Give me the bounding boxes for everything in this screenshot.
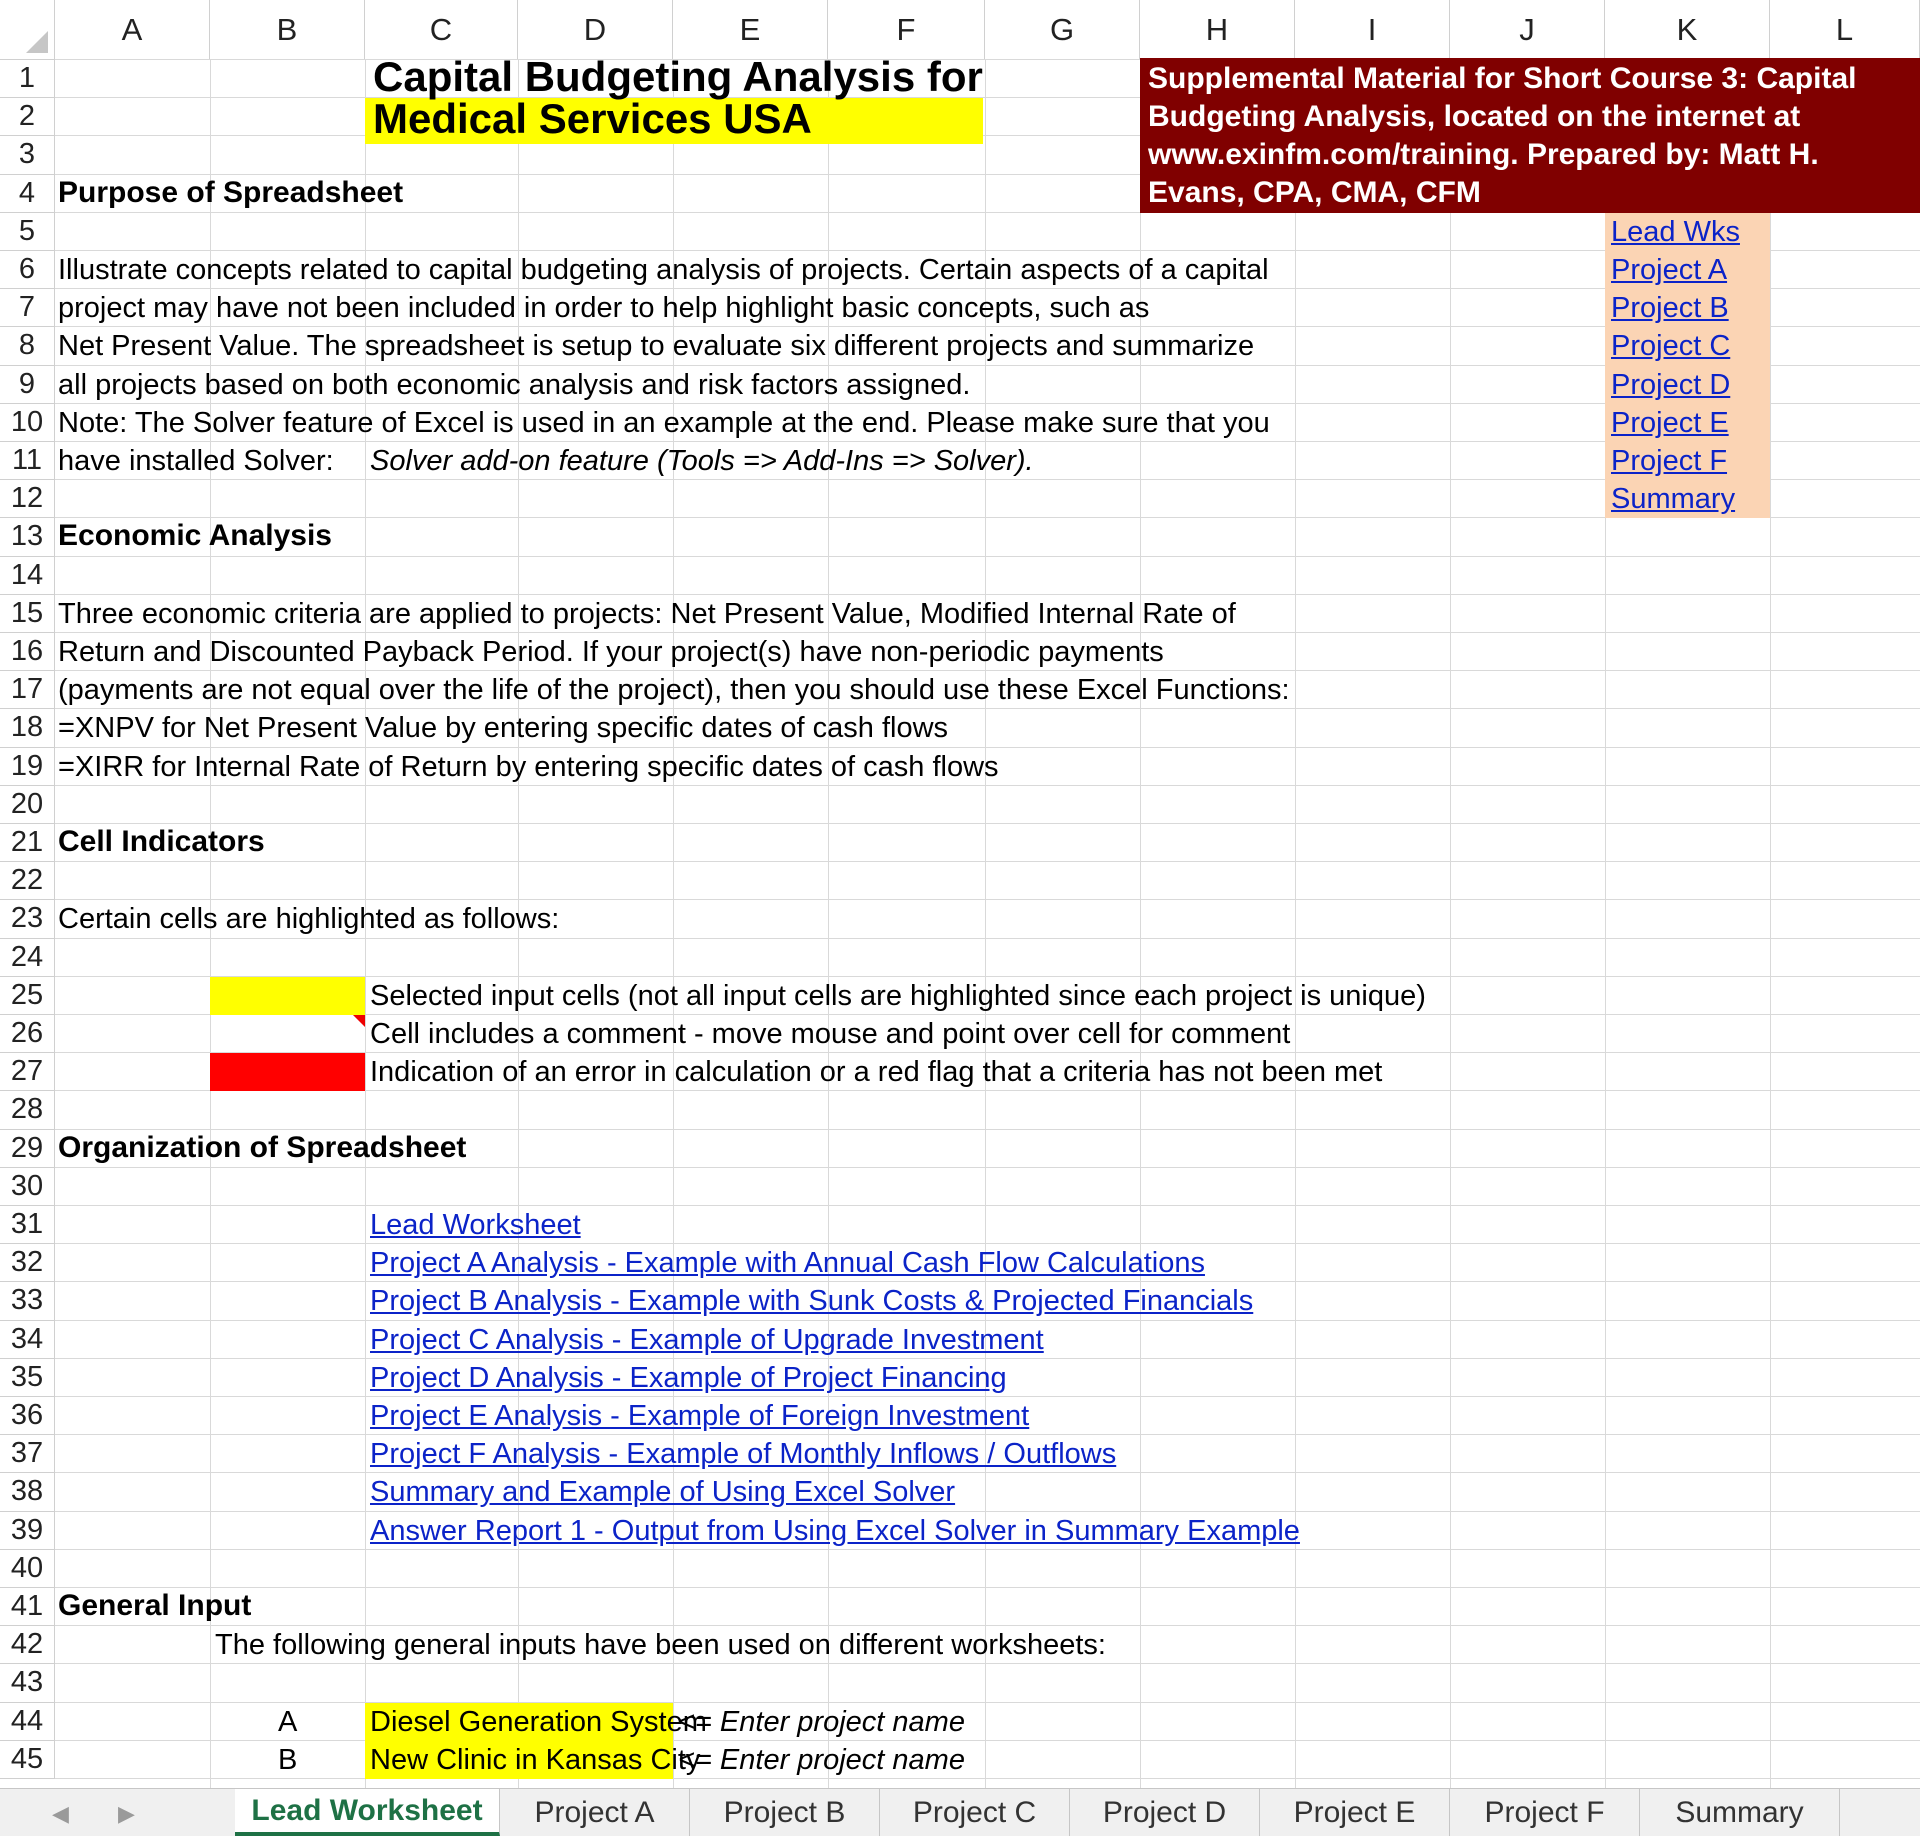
row-header-23[interactable]: 23: [0, 900, 55, 938]
select-all-triangle-icon: [26, 31, 48, 53]
row-header-43[interactable]: 43: [0, 1664, 55, 1702]
organization-link-6[interactable]: Project E Analysis - Example of Foreign Investment: [370, 1400, 1030, 1432]
gridline-horizontal: [55, 556, 1920, 557]
project-letter-a: A: [278, 1705, 298, 1738]
row-header-5[interactable]: 5: [0, 213, 55, 251]
row-header-42[interactable]: 42: [0, 1626, 55, 1664]
organization-heading: Organization of Spreadsheet: [58, 1130, 467, 1164]
solver-note: Solver add-on feature (Tools => Add-Ins => Solver).: [370, 445, 1034, 477]
purpose-line-4: all projects based on both economic analysis and risk factors assigned.: [58, 368, 971, 401]
column-header-c[interactable]: C: [365, 0, 518, 60]
organization-link-1[interactable]: Lead Worksheet: [370, 1209, 581, 1241]
organization-link-3[interactable]: Project B Analysis - Example with Sunk Costs & Projected Financials: [370, 1285, 1254, 1318]
column-header-k[interactable]: K: [1605, 0, 1770, 60]
gridline-vertical: [1770, 60, 1771, 1788]
quick-link-5[interactable]: Project D: [1611, 368, 1731, 401]
row-header-1[interactable]: 1: [0, 60, 55, 98]
row-header-28[interactable]: 28: [0, 1091, 55, 1129]
purpose-heading: Purpose of Spreadsheet: [58, 175, 404, 209]
row-header-7[interactable]: 7: [0, 289, 55, 327]
purpose-line-5: Note: The Solver feature of Excel is used in an example at the end. Please make sure that you: [58, 406, 1270, 439]
column-header-a[interactable]: A: [55, 0, 210, 60]
column-header-l[interactable]: L: [1770, 0, 1920, 60]
column-header-i[interactable]: I: [1295, 0, 1450, 60]
project-name-a[interactable]: Diesel Generation System: [370, 1705, 707, 1738]
quick-link-3[interactable]: Project B: [1611, 292, 1729, 325]
sheet-tab-project-a[interactable]: Project A: [500, 1789, 690, 1836]
row-header-10[interactable]: 10: [0, 404, 55, 442]
purpose-line-2: project may have not been included in order to help highlight basic concepts, such as: [58, 292, 1150, 325]
sheet-tab-project-c[interactable]: Project C: [880, 1789, 1070, 1836]
quick-link-4[interactable]: Project C: [1611, 330, 1731, 363]
row-header-25[interactable]: 25: [0, 977, 55, 1015]
sheet-tabs-bar: [0, 1788, 1920, 1836]
gridline-horizontal: [55, 1778, 1920, 1779]
row-header-14[interactable]: 14: [0, 557, 55, 595]
row-header-6[interactable]: 6: [0, 251, 55, 289]
row-header-13[interactable]: 13: [0, 518, 55, 556]
gridline-horizontal: [55, 1205, 1920, 1206]
row-header-40[interactable]: 40: [0, 1550, 55, 1588]
purpose-line-6: have installed Solver:: [58, 445, 334, 477]
indicator-desc-1: Selected input cells (not all input cells are highlighted since each project is unique): [370, 979, 1426, 1012]
row-header-44[interactable]: 44: [0, 1703, 55, 1741]
organization-link-5[interactable]: Project D Analysis - Example of Project Financing: [370, 1361, 1007, 1394]
purpose-line-1: Illustrate concepts related to capital budgeting analysis of projects. Certain aspects of a capital: [58, 254, 1269, 286]
gridline-horizontal: [55, 1702, 1920, 1703]
indicator-desc-2: Cell includes a comment - move mouse and point over cell for comment: [370, 1018, 1291, 1050]
sheet-tab-project-e[interactable]: Project E: [1260, 1789, 1450, 1836]
supplemental-line3: www.exinfm.com/training. Prepared by: Matt H.: [1148, 138, 1819, 171]
general-input-heading: General Input: [58, 1589, 252, 1622]
row-header-12[interactable]: 12: [0, 480, 55, 518]
column-header-j[interactable]: J: [1450, 0, 1605, 60]
select-all-corner[interactable]: [0, 0, 55, 60]
supplemental-line2: Budgeting Analysis, located on the internet at: [1148, 100, 1801, 133]
economic-line-1: Three economic criteria are applied to projects: Net Present Value, Modified Internal Rate of: [58, 597, 1236, 630]
row-header-18[interactable]: 18: [0, 709, 55, 747]
economic-heading: Economic Analysis: [58, 519, 332, 553]
row-header-41[interactable]: 41: [0, 1588, 55, 1626]
row-header-4[interactable]: 4: [0, 175, 55, 213]
economic-line-5: =XIRR for Internal Rate of Return by entering specific dates of cash flows: [58, 750, 999, 783]
economic-line-2: Return and Discounted Payback Period. If your project(s) have non-periodic payments: [58, 636, 1164, 668]
project-hint-b: <= Enter project name: [678, 1743, 965, 1776]
row-header-37[interactable]: 37: [0, 1435, 55, 1473]
gridline-horizontal: [55, 823, 1920, 824]
project-letter-b: B: [278, 1743, 298, 1776]
row-header-9[interactable]: 9: [0, 366, 55, 404]
quick-link-7[interactable]: Project F: [1611, 445, 1728, 477]
row-header-20[interactable]: 20: [0, 786, 55, 824]
row-header-30[interactable]: 30: [0, 1168, 55, 1206]
indicator-desc-3: Indication of an error in calculation or a red flag that a criteria has not been met: [370, 1056, 1383, 1089]
economic-line-4: =XNPV for Net Present Value by entering specific dates of cash flows: [58, 712, 949, 745]
organization-link-7[interactable]: Project F Analysis - Example of Monthly Inflows / Outflows: [370, 1438, 1117, 1471]
organization-link-8[interactable]: Summary and Example of Using Excel Solver: [370, 1476, 956, 1509]
sheet-tab-summary[interactable]: Summary: [1640, 1789, 1840, 1836]
row-header-45[interactable]: 45: [0, 1741, 55, 1779]
row-header-24[interactable]: 24: [0, 939, 55, 977]
organization-link-2[interactable]: Project A Analysis - Example with Annual Cash Flow Calculations: [370, 1247, 1205, 1280]
organization-link-9[interactable]: Answer Report 1 - Output from Using Excel Solver in Summary Example: [370, 1514, 1300, 1547]
row-header-34[interactable]: 34: [0, 1321, 55, 1359]
row-header-19[interactable]: 19: [0, 748, 55, 786]
supplemental-line4: Evans, CPA, CMA, CFM: [1148, 176, 1481, 209]
column-header-b[interactable]: B: [210, 0, 365, 60]
row-header-26[interactable]: 26: [0, 1015, 55, 1053]
tab-scroll-left-icon[interactable]: ◀: [52, 1801, 69, 1826]
row-header-27[interactable]: 27: [0, 1053, 55, 1091]
gridline-vertical: [1450, 60, 1451, 1788]
row-header-36[interactable]: 36: [0, 1397, 55, 1435]
title-line-2: Medical Services USA: [373, 95, 812, 143]
project-name-b[interactable]: New Clinic in Kansas City: [370, 1743, 701, 1776]
input-cell-swatch: [210, 977, 365, 1015]
economic-line-3: (payments are not equal over the life of the project), then you should use these Excel Functions:: [58, 674, 1290, 707]
row-header-3[interactable]: 3: [0, 136, 55, 174]
quick-link-1[interactable]: Lead Wks: [1611, 215, 1740, 248]
row-header-22[interactable]: 22: [0, 862, 55, 900]
column-header-f[interactable]: F: [828, 0, 985, 60]
row-header-31[interactable]: 31: [0, 1206, 55, 1244]
project-hint-a: <= Enter project name: [678, 1705, 965, 1738]
quick-link-6[interactable]: Project E: [1611, 406, 1729, 439]
row-header-15[interactable]: 15: [0, 595, 55, 633]
row-header-16[interactable]: 16: [0, 633, 55, 671]
sheet-tab-project-d[interactable]: Project D: [1070, 1789, 1260, 1836]
supplemental-line1: Supplemental Material for Short Course 3: Capital: [1148, 62, 1857, 95]
organization-link-4[interactable]: Project C Analysis - Example of Upgrade Investment: [370, 1323, 1044, 1356]
title-line-1: Capital Budgeting Analysis for: [373, 53, 983, 100]
row-header-32[interactable]: 32: [0, 1244, 55, 1282]
quick-link-8[interactable]: Summary: [1611, 483, 1736, 516]
gridline-horizontal: [55, 1587, 1920, 1588]
row-header-29[interactable]: 29: [0, 1130, 55, 1168]
row-header-8[interactable]: 8: [0, 327, 55, 365]
column-header-d[interactable]: D: [518, 0, 673, 60]
column-header-e[interactable]: E: [673, 0, 828, 60]
purpose-line-3: Net Present Value. The spreadsheet is setup to evaluate six different projects and summarize: [58, 330, 1255, 363]
indicators-heading: Cell Indicators: [58, 825, 265, 858]
gridline-horizontal: [55, 861, 1920, 862]
row-header-33[interactable]: 33: [0, 1282, 55, 1320]
row-header-17[interactable]: 17: [0, 671, 55, 709]
column-header-h[interactable]: H: [1140, 0, 1295, 60]
row-header-11[interactable]: 11: [0, 442, 55, 480]
row-header-38[interactable]: 38: [0, 1473, 55, 1511]
sheet-tab-project-b[interactable]: Project B: [690, 1789, 880, 1836]
sheet-tab-lead-worksheet[interactable]: Lead Worksheet: [235, 1789, 500, 1836]
row-header-39[interactable]: 39: [0, 1512, 55, 1550]
error-cell-swatch: [210, 1053, 365, 1091]
row-header-35[interactable]: 35: [0, 1359, 55, 1397]
gridline-horizontal: [55, 1740, 1920, 1741]
general-input-intro: The following general inputs have been used on different worksheets:: [215, 1629, 1106, 1662]
column-header-g[interactable]: G: [985, 0, 1140, 60]
gridline-horizontal: [55, 1167, 1920, 1168]
comment-marker-icon: [353, 1015, 365, 1027]
indicators-intro: Certain cells are highlighted as follows:: [58, 903, 560, 936]
tab-scroll-right-icon[interactable]: ▶: [118, 1801, 135, 1826]
quick-link-2[interactable]: Project A: [1611, 254, 1728, 286]
sheet-tab-project-f[interactable]: Project F: [1450, 1789, 1640, 1836]
row-header-2[interactable]: 2: [0, 98, 55, 136]
row-header-21[interactable]: 21: [0, 824, 55, 862]
